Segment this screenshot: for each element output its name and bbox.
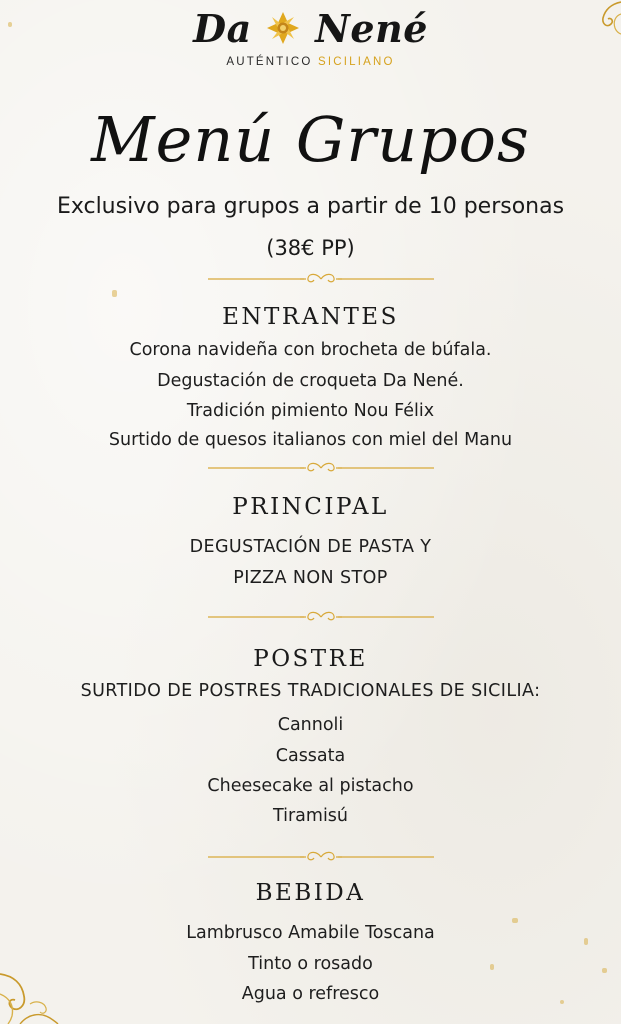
menu-item: SURTIDO DE POSTRES TRADICIONALES DE SICILIA:	[80, 681, 541, 701]
menu-item: Surtido de quesos italianos con miel del Manu	[108, 430, 513, 450]
logo-name-left: Da	[193, 6, 252, 51]
section-heading-postre: POSTRE	[253, 646, 368, 672]
ornamental-divider-icon	[208, 272, 434, 286]
menu-item: DEGUSTACIÓN DE PASTA Y	[189, 537, 432, 557]
menu-item: Tradición pimiento Nou Félix	[186, 401, 435, 421]
page-title: Menú Grupos	[91, 103, 530, 176]
menu-item: Agua o refresco	[241, 984, 380, 1004]
menu-item: Cannoli	[277, 715, 344, 735]
section-heading-principal: PRINCIPAL	[232, 494, 389, 520]
menu-item: Lambrusco Amabile Toscana	[186, 923, 435, 943]
menu-item: Tinto o rosado	[248, 954, 373, 974]
menu-item: Corona navideña con brocheta de búfala.	[129, 340, 492, 360]
menu-item: Tiramisú	[272, 806, 349, 826]
section-heading-entrantes: ENTRANTES	[222, 304, 399, 330]
price: (38€ PP)	[266, 236, 355, 260]
logo-tagline-a: AUTÉNTICO	[226, 56, 313, 68]
ornamental-divider-icon	[208, 850, 434, 864]
menu-item: Cassata	[275, 746, 346, 766]
menu-item: Cheesecake al pistacho	[207, 776, 414, 796]
menu-item: Degustación de croqueta Da Nené.	[157, 371, 464, 391]
ornamental-divider-icon	[208, 610, 434, 624]
logo-tagline	[0, 56, 621, 68]
ornamental-divider-icon	[208, 461, 434, 475]
subtitle: Exclusivo para grupos a partir de 10 personas	[56, 194, 565, 219]
logo-name	[0, 6, 621, 51]
section-heading-bebida: BEBIDA	[255, 880, 366, 906]
logo-name-right: Nené	[315, 6, 428, 51]
sun-flower-icon	[265, 10, 301, 46]
gold-fleck	[112, 290, 117, 297]
logo-tagline-b: SICILIANO	[317, 56, 395, 68]
menu-item: PIZZA NON STOP	[233, 568, 388, 588]
logo	[0, 0, 621, 80]
